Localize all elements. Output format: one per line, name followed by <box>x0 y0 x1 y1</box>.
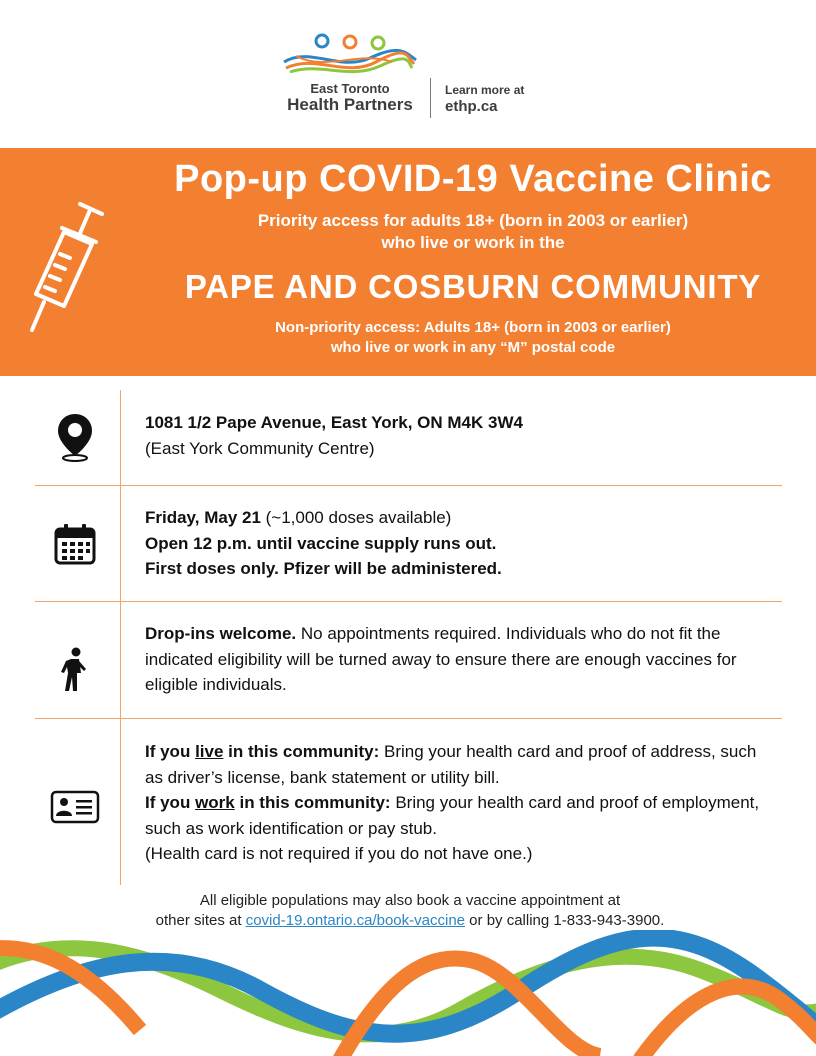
footer-line-1: All eligible populations may also book a vaccine appointment at <box>199 892 621 909</box>
learn-more-label: Learn more at <box>445 83 525 97</box>
priority-access <box>130 210 816 254</box>
work-suffix: in this community: <box>234 793 391 812</box>
dropin-text: No appointments required. Individuals who do not fit the indicated eligibility will be turned away to ensure there are enough vaccines for eligible individuals. <box>145 624 737 694</box>
dropin-bold: Drop-ins welcome. <box>145 624 297 643</box>
map-pin-icon <box>48 410 102 464</box>
ethp-logo-text <box>280 82 420 113</box>
live-text: Bring your health card and proof of address, such as driver’s license, bank statement or utility bill. <box>145 742 757 787</box>
date-info <box>145 505 765 582</box>
footer-suffix: or by calling 1-833-943-3900. <box>465 912 665 930</box>
work-requirement <box>145 790 765 841</box>
booking-link[interactable]: covid-19.ontario.ca/book-vaccine <box>245 912 466 930</box>
nonpriority-access <box>130 318 816 359</box>
live-suffix: in this community: <box>223 742 380 761</box>
dropin-info <box>145 621 765 698</box>
learn-more-url[interactable]: ethp.ca <box>445 97 498 115</box>
syringe-icon <box>22 194 112 334</box>
learn-more <box>445 84 524 115</box>
live-prefix: If you <box>145 742 196 761</box>
ethp-logo-mark <box>280 32 420 80</box>
priority-line-2: who live or work in the <box>381 233 565 253</box>
venue: (East York Community Centre) <box>145 438 375 458</box>
nonpriority-line-2: who live or work in any “M” postal code <box>330 339 616 357</box>
id-card-icon <box>48 780 102 834</box>
dose-info: First doses only. Pfizer will be administered. <box>145 559 502 578</box>
address: 1081 1/2 Pape Avenue, East York, ON M4K 3W4 <box>145 413 523 432</box>
work-prefix: If you <box>145 793 196 812</box>
walking-person-icon <box>48 643 102 697</box>
row-divider <box>35 601 782 602</box>
dose-count: (~1,000 doses available) <box>260 508 452 527</box>
nonpriority-line-1: Non-priority access: Adults 18+ (born in 2003 or earlier) <box>275 319 671 336</box>
location-info <box>145 410 765 461</box>
logo-line-2: Health Partners <box>287 94 413 114</box>
row-divider <box>35 485 782 486</box>
clinic-hours: Open 12 p.m. until vaccine supply runs out. <box>145 533 497 553</box>
clinic-banner <box>0 148 816 376</box>
calendar-icon <box>48 517 102 571</box>
footer-prefix: other sites at <box>155 912 246 930</box>
priority-line-1: Priority access for adults 18+ (born in 2003 or earlier) <box>257 211 689 230</box>
clinic-day: Friday, May 21 <box>145 508 261 527</box>
column-divider <box>120 390 121 885</box>
live-word: live <box>195 742 224 761</box>
work-text: Bring your health card and proof of employment, such as work identification or pay stub. <box>145 793 760 838</box>
live-requirement <box>145 739 765 790</box>
logo-line-1: East Toronto <box>310 81 390 96</box>
footer-note <box>60 891 760 932</box>
work-word: work <box>195 793 235 812</box>
clinic-title: Pop-up COVID-19 Vaccine Clinic <box>174 158 772 200</box>
decorative-waves <box>0 930 816 1056</box>
ethp-logo <box>280 32 550 122</box>
row-divider <box>35 718 782 719</box>
footer-line-2 <box>60 911 760 931</box>
id-requirements <box>145 739 765 867</box>
health-card-note: (Health card is not required if you do not have one.) <box>145 844 533 863</box>
logo-divider <box>430 78 431 118</box>
community-name: PAPE AND COSBURN COMMUNITY <box>184 268 762 305</box>
